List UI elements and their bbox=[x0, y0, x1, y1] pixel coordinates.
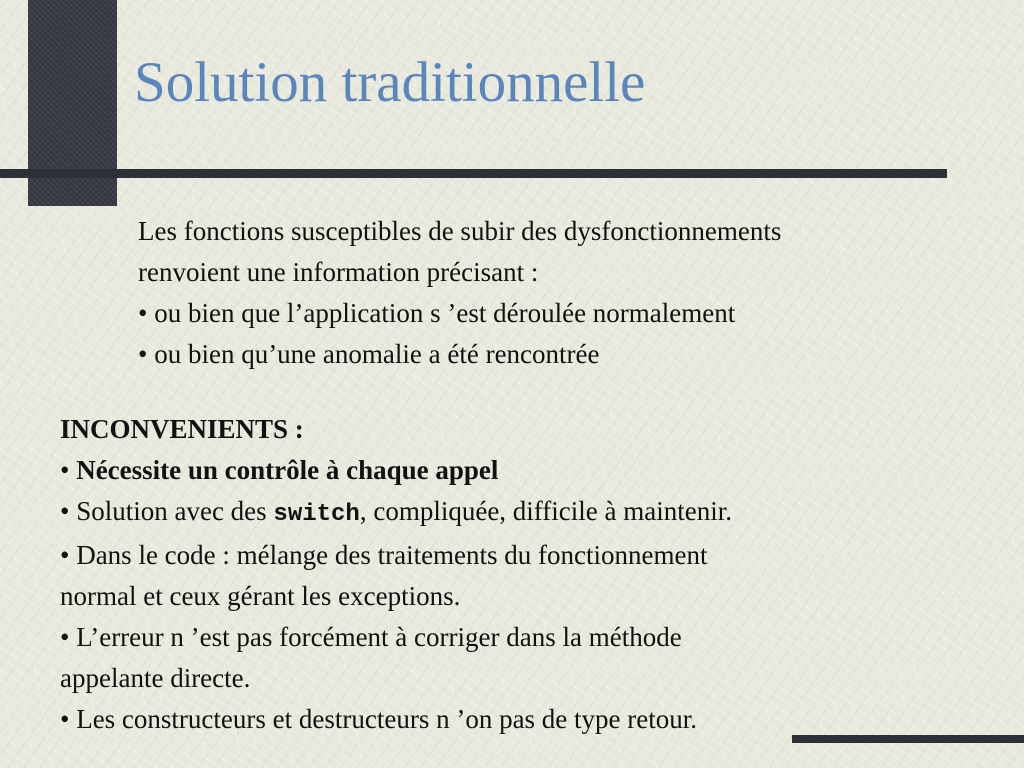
inconvenients-block bbox=[60, 409, 1010, 740]
intro-text-block bbox=[138, 211, 1018, 375]
inconvenient-item-1 bbox=[60, 450, 1010, 491]
switch-keyword: switch bbox=[273, 501, 360, 528]
inconvenient-item-3-line-1: • Dans le code : mélange des traitements du fonctionnement bbox=[60, 540, 708, 570]
inconvenient-item-1-text: Nécessite un contrôle à chaque appel bbox=[76, 455, 499, 485]
intro-bullet-1: • ou bien que l’application s ’est déroulée normalement bbox=[138, 298, 736, 328]
slide-title: Solution traditionnelle bbox=[134, 51, 646, 114]
inconvenient-item-2-prefix: • Solution avec des bbox=[60, 496, 274, 526]
title-divider-rule bbox=[0, 169, 947, 178]
intro-line-1: Les fonctions susceptibles de subir des dysfonctionnements bbox=[138, 216, 782, 246]
inconvenient-item-3-line-2: normal et ceux gérant les exceptions. bbox=[60, 581, 461, 611]
inconvenient-item-4-line-1: • L’erreur n ’est pas forcément à corriger dans la méthode bbox=[60, 622, 682, 652]
inconvenient-item-5: • Les constructeurs et destructeurs n ’on pas de type retour. bbox=[60, 704, 698, 734]
intro-line-2: renvoient une information précisant : bbox=[138, 257, 539, 287]
inconvenient-item-4-line-2: appelante directe. bbox=[60, 663, 251, 693]
inconvenient-item-2 bbox=[60, 491, 1010, 535]
inconvenients-heading: INCONVENIENTS : bbox=[60, 414, 304, 444]
intro-bullet-2: • ou bien qu’une anomalie a été rencontrée bbox=[138, 339, 600, 369]
inconvenient-item-2-suffix: , compliquée, difficile à maintenir. bbox=[359, 496, 732, 526]
bullet: • bbox=[60, 455, 77, 485]
